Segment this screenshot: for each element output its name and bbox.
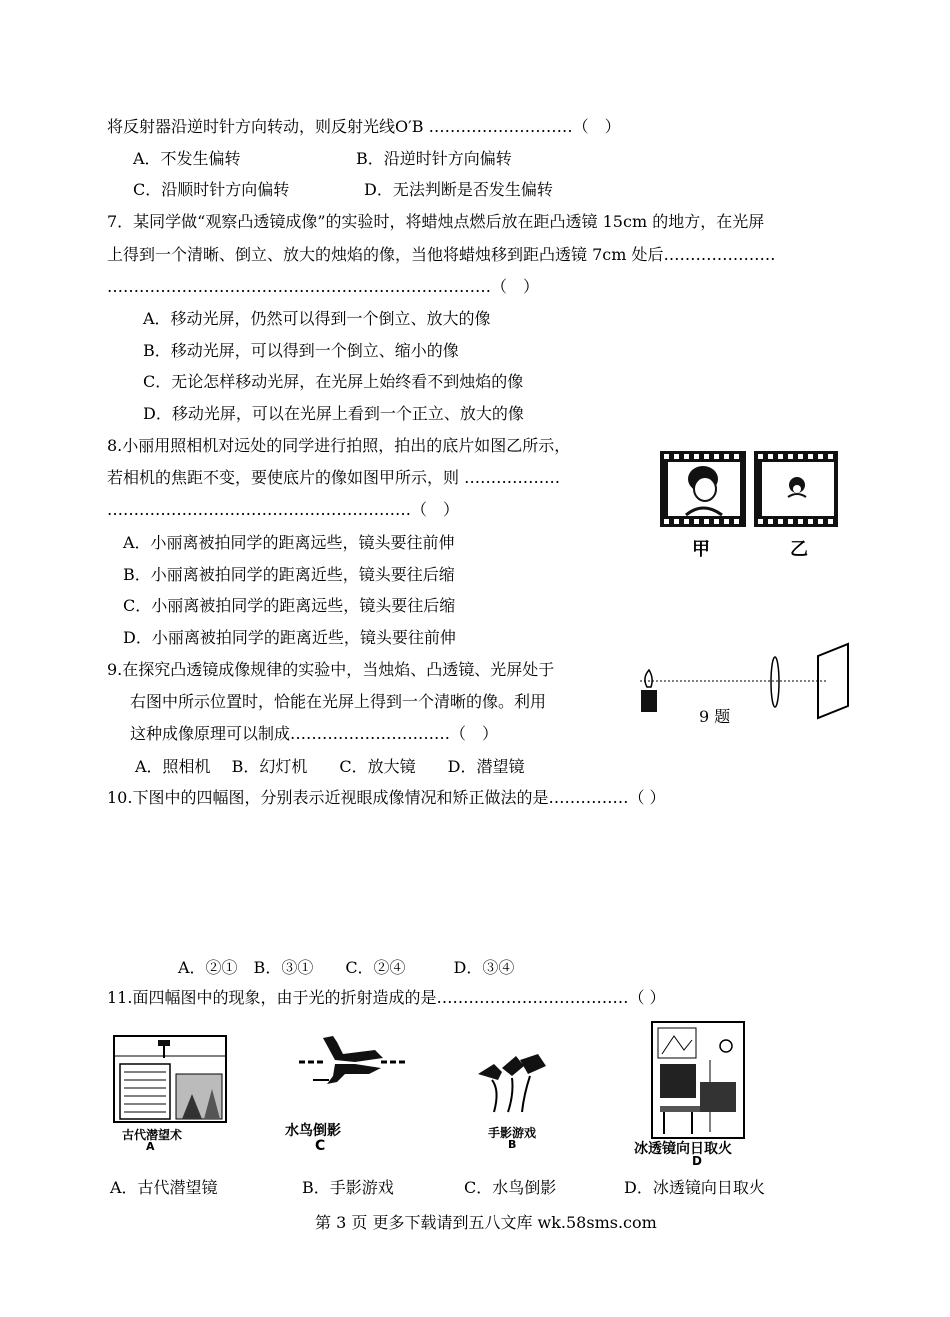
film-label-jia: 甲: [692, 539, 710, 560]
q11-option-d: D．冰透镜向日取火: [624, 1178, 765, 1197]
option-b: B．沿逆时针方向偏转: [356, 149, 512, 168]
q10-options: A．②① B．③① C．②④ D．③④: [178, 958, 515, 977]
option-c: C．沿顺时针方向偏转: [133, 180, 290, 199]
q7-stem-line1: 7．某同学做“观察凸透镜成像”的实验时，将蜡烛点燃后放在距凸透镜 15cm 的地方，在光屏: [107, 212, 765, 231]
q11-stem: 11.面四幅图中的现象，由于光的折射造成的是………………………………（ ）: [107, 988, 666, 1007]
q7-stem-line3: ………………………………………………………………（ ）: [107, 277, 540, 296]
bird-reflection-figure: [285, 1030, 410, 1160]
q8-option-a: A．小丽离被拍同学的距离远些，镜头要往前伸: [123, 533, 455, 552]
bird-reflection-drawing: [285, 1030, 410, 1090]
ice-lens-drawing: [634, 1020, 746, 1140]
q7-option-b: B．移动光屏，可以得到一个倒立、缩小的像: [143, 341, 459, 360]
q9-stem-line2: 右图中所示位置时，恰能在光屏上得到一个清晰的像。利用: [130, 692, 547, 711]
q9-stem-line1: 9.在探究凸透镜成像规律的实验中，当烛焰、凸透镜、光屏处于: [107, 660, 555, 679]
q7-option-d: D．移动光屏，可以在光屏上看到一个正立、放大的像: [143, 404, 524, 423]
bird-caption: 水鸟倒影: [285, 1123, 341, 1139]
hand-shadow-figure: [472, 1050, 562, 1155]
q9-options: A．照相机 B．幻灯机 C．放大镜 D．潜望镜: [135, 757, 525, 776]
q11-option-b: B．手影游戏: [302, 1178, 394, 1197]
hand-letter: B: [508, 1138, 517, 1151]
page-footer: 第 3 页 更多下载请到五八文库 wk.58sms.com: [315, 1213, 657, 1232]
lens-setup-figure: [630, 640, 860, 730]
q7-option-a: A．移动光屏，仍然可以得到一个倒立、放大的像: [143, 309, 491, 328]
text-line: 将反射器沿逆时针方向转动，则反射光线O′B ………………………（ ）: [107, 117, 621, 136]
hand-caption: 手影游戏: [488, 1126, 537, 1140]
q8-stem-line3: …………………………………………………（ ）: [107, 500, 460, 519]
option-d: D．无法判断是否发生偏转: [364, 180, 553, 199]
q8-option-b: B．小丽离被拍同学的距离近些，镜头要往后缩: [123, 565, 455, 584]
periscope-caption: 古代潜望术: [122, 1128, 183, 1142]
q7-option-c: C．无论怎样移动光屏，在光屏上始终看不到烛焰的像: [143, 372, 524, 391]
film-label-yi: 乙: [790, 539, 808, 560]
fig9-label: 9 题: [699, 707, 731, 726]
option-a: A．不发生偏转: [133, 149, 241, 168]
periscope-figure: [112, 1034, 232, 1154]
q11-option-a: A．古代潜望镜: [110, 1178, 218, 1197]
periscope-letter: A: [146, 1140, 155, 1153]
q8-stem-line2: 若相机的焦距不变，要使底片的像如图甲所示，则 ………………: [107, 468, 561, 487]
lens-setup-drawing: [630, 640, 860, 730]
bird-letter: C: [315, 1138, 326, 1154]
ice-letter: D: [692, 1154, 702, 1168]
q7-stem-line2: 上得到一个清晰、倒立、放大的烛焰的像，当他将蜡烛移到距凸透镜 7cm 处后…………………: [107, 245, 776, 264]
ice-lens-figure: [634, 1020, 764, 1170]
q8-option-d: D．小丽离被拍同学的距离近些，镜头要往前伸: [123, 628, 456, 647]
q11-option-c: C．水鸟倒影: [464, 1178, 557, 1197]
q9-stem-line3: 这种成像原理可以制成…………………………（ ）: [130, 724, 499, 743]
film-negatives-figure: [656, 449, 842, 564]
hand-shadow-drawing: [472, 1050, 552, 1120]
periscope-drawing: [112, 1034, 228, 1126]
q8-stem-line1: 8.小丽用照相机对远处的同学进行拍照，拍出的底片如图乙所示，: [107, 436, 571, 455]
q10-stem: 10.下图中的四幅图，分别表示近视眼成像情况和矫正做法的是……………（ ）: [107, 788, 666, 807]
q8-option-c: C．小丽离被拍同学的距离远些，镜头要往后缩: [123, 596, 456, 615]
ice-caption: 冰透镜向日取火: [634, 1141, 732, 1157]
film-negatives-drawing: [656, 449, 842, 564]
